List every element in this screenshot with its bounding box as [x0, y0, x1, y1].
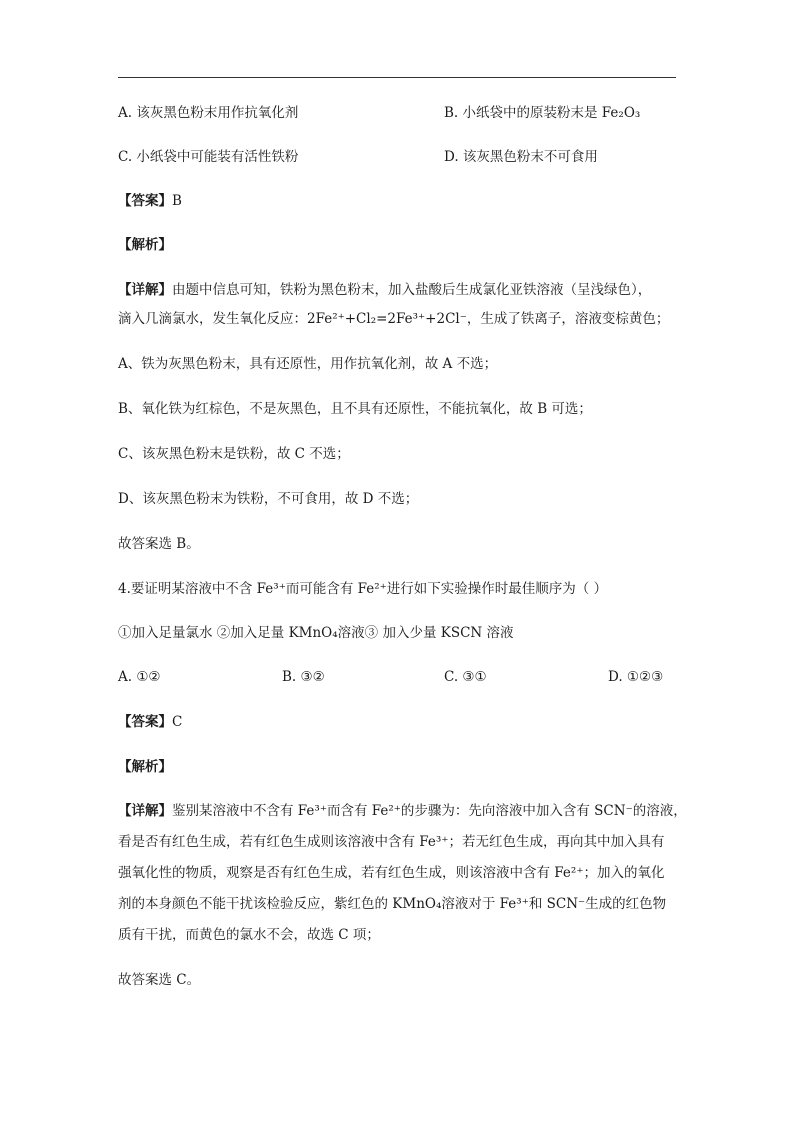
q4-question: 4.要证明某溶液中不含 Fe³⁺而可能含有 Fe²⁺进行如下实验操作时最佳顺序为（ ） — [118, 581, 608, 597]
q3-detail-line-5: C、该灰黑色粉末是铁粉，故 C 不选； — [118, 446, 350, 462]
answer-label: 【答案】 — [118, 193, 172, 209]
answer-label: 【答案】 — [118, 714, 172, 730]
q3-detail-line-4: B、氧化铁为红棕色，不是灰黑色，且不具有还原性，不能抗氧化，故 B 可选； — [118, 401, 592, 417]
detail-text: 鉴别某溶液中不含有 Fe³⁺而含有 Fe²⁺的步骤为：先向溶液中加入含有 SCN⁻的溶液， — [172, 803, 687, 819]
q4-detail-line-4: 剂的本身颜色不能干扰该检验反应，紫红色的 KMnO₄溶液对于 Fe³⁺和 SCN⁻生成的红色物 — [118, 896, 667, 912]
q4-detail-line-2: 看是否有红色生成，若有红色生成则该溶液中含有 Fe³⁺；若无红色生成，再向其中加入具有 — [118, 834, 665, 850]
q4-option-c: C. ③① — [444, 669, 487, 685]
q3-option-a: A. 该灰黑色粉末用作抗氧化剂 — [118, 105, 299, 121]
answer-value: C — [172, 714, 183, 730]
q3-detail-line-7: 故答案选 B。 — [118, 536, 200, 552]
q4-steps: ①加入足量氯水 ②加入足量 KMnO₄溶液③ 加入少量 KSCN 溶液 — [118, 625, 514, 641]
q3-option-d: D. 该灰黑色粉末不可食用 — [444, 149, 598, 165]
q4-option-a: A. ①② — [118, 669, 161, 685]
q4-detail-line-5: 质有干扰，而黄色的氯水不会，故选 C 项； — [118, 927, 380, 943]
header-rule — [118, 77, 676, 78]
q4-analysis-label: 【解析】 — [118, 759, 172, 775]
q3-option-b: B. 小纸袋中的原装粉末是 Fe₂O₃ — [444, 105, 641, 121]
detail-label: 【详解】 — [118, 803, 172, 819]
q3-detail-line-6: D、该灰黑色粉末为铁粉，不可食用，故 D 不选； — [118, 491, 419, 507]
q3-detail-line-3: A、铁为灰黑色粉末，具有还原性，用作抗氧化剂，故 A 不选； — [118, 356, 498, 372]
q4-option-d: D. ①②③ — [608, 669, 664, 685]
q3-option-c: C. 小纸袋中可能装有活性铁粉 — [118, 149, 299, 165]
q3-detail-line-2: 滴入几滴氯水，发生氧化反应：2Fe²⁺+Cl₂=2Fe³⁺+2Cl⁻，生成了铁离子，溶液变棕黄色； — [118, 311, 670, 327]
q4-detail-line-1 — [118, 801, 687, 821]
answer-value: B — [172, 193, 182, 209]
q4-detail-line-3: 强氧化性的物质，观察是否有红色生成，若有红色生成，则该溶液中含有 Fe²⁺；加入的氧化 — [118, 865, 665, 881]
q3-detail-line-1 — [118, 280, 651, 300]
q4-detail-line-6: 故答案选 C。 — [118, 972, 201, 988]
detail-text: 由题中信息可知，铁粉为黑色粉末，加入盐酸后生成氯化亚铁溶液（呈浅绿色）， — [172, 282, 652, 298]
q4-answer — [118, 712, 182, 732]
q3-analysis-label: 【解析】 — [118, 237, 172, 253]
detail-label: 【详解】 — [118, 282, 172, 298]
q3-answer — [118, 191, 182, 211]
q4-option-b: B. ③② — [282, 669, 325, 685]
